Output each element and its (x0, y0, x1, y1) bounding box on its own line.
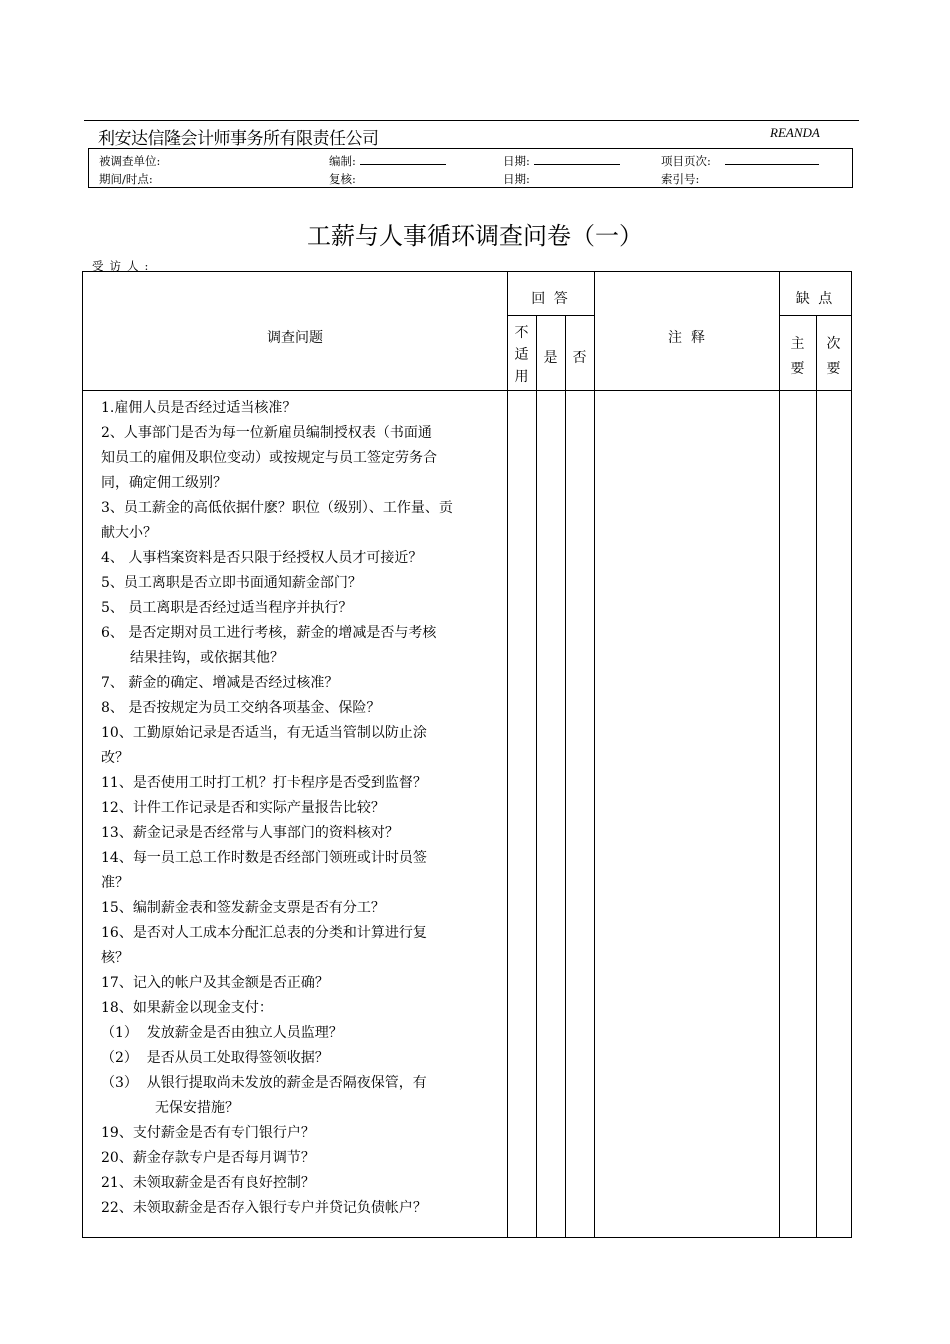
col-divider-question (507, 272, 508, 1237)
col-question-header: 调查问题 (267, 330, 323, 346)
info-box (88, 148, 853, 188)
question-line: 10、工勤原始记录是否适当，有无适当管制以防止涂 (101, 725, 427, 741)
question-line: 献大小？ (101, 525, 157, 541)
header-rule (84, 120, 859, 121)
question-line: 19、支付薪金是否有专门银行户？ (101, 1125, 315, 1141)
compiler-line (360, 153, 446, 165)
col-major-char-2: 要 (790, 361, 805, 377)
question-line: 12、计件工作记录是否和实际产量报告比较？ (101, 800, 385, 816)
col-yes-header: 是 (543, 350, 558, 366)
col-note-header: 注 释 (668, 330, 705, 346)
question-line: （1） 发放薪金是否由独立人员监理？ (101, 1025, 343, 1041)
question-list (101, 396, 505, 1221)
question-line: 20、薪金存款专户是否每月调节？ (101, 1150, 315, 1166)
compiler-label: 编制: (329, 154, 356, 168)
col-na-char-2: 适 (514, 347, 529, 363)
questionnaire-table (82, 271, 852, 1238)
compiler-field[interactable] (329, 153, 446, 169)
interviewee-label: 受访人: (92, 259, 155, 273)
answer-sub-rule (507, 315, 594, 316)
col-major-header (779, 332, 816, 382)
question-line: 6、 是否定期对员工进行考核，薪金的增减是否与考核 (101, 625, 437, 641)
col-na-header (507, 322, 536, 388)
col-divider-major (816, 316, 817, 1237)
question-line: 8、 是否按规定为员工交纳各项基金、保险？ (101, 700, 381, 716)
col-answer-header: 回 答 (531, 291, 570, 307)
question-line: 结果挂钩，或依据其他？ (130, 650, 284, 666)
col-minor-header (816, 332, 851, 382)
reviewer-label: 复核: (329, 172, 356, 186)
question-line: 核？ (101, 950, 129, 966)
index-label: 索引号: (661, 172, 700, 186)
col-divider-note (779, 272, 780, 1237)
col-divider-yes (565, 316, 566, 1237)
page-title: 工薪与人事循环调查问卷（一） (307, 222, 643, 250)
date-label-2: 日期: (503, 172, 530, 186)
col-divider-answer (594, 272, 595, 1237)
question-line: 14、每一员工总工作时数是否经部门领班或计时员签 (101, 850, 427, 866)
col-na-char-3: 用 (514, 369, 529, 385)
col-no-header: 否 (572, 350, 587, 366)
page-field[interactable] (661, 153, 819, 169)
question-line: （3） 从银行提取尚未发放的薪金是否隔夜保管，有 (101, 1075, 427, 1091)
period-label: 期间/时点: (99, 172, 153, 186)
question-line: 13、薪金记录是否经常与人事部门的资料核对？ (101, 825, 399, 841)
col-na-char-1: 不 (514, 325, 529, 341)
question-line: 21、未领取薪金是否有良好控制？ (101, 1175, 315, 1191)
col-defect-header: 缺 点 (795, 291, 835, 307)
question-line: 5、 员工离职是否经过适当程序并执行？ (101, 600, 353, 616)
col-minor-char-2: 要 (826, 361, 841, 377)
question-line: 18、如果薪金以现金支付： (101, 1000, 273, 1016)
page-label: 项目页次: (661, 154, 711, 168)
page-line (725, 153, 819, 165)
question-line: 3、员工薪金的高低依据什麽？职位（级别）、工作量、贡 (101, 500, 453, 516)
question-line: 无保安措施？ (155, 1100, 239, 1116)
unit-label: 被调查单位: (99, 154, 161, 168)
question-line: 5、员工离职是否立即书面通知薪金部门？ (101, 575, 362, 591)
question-line: 1.雇佣人员是否经过适当核准？ (101, 400, 297, 416)
question-line: （2） 是否从员工处取得签领收据？ (101, 1050, 329, 1066)
col-minor-char-1: 次 (826, 336, 841, 352)
question-line: 同，确定佣工级别？ (101, 475, 227, 491)
company-name: 利安达信隆会计师事务所有限责任公司 (98, 129, 379, 149)
date-field-1[interactable] (503, 153, 620, 169)
question-line: 2、人事部门是否为每一位新雇员编制授权表（书面通 (101, 425, 432, 441)
header-bottom-rule (83, 390, 851, 391)
question-line: 准？ (101, 875, 129, 891)
col-divider-na (536, 316, 537, 1237)
question-line: 7、 薪金的确定、增减是否经过核准？ (101, 675, 339, 691)
question-line: 知员工的雇佣及职位变动）或按规定与员工签定劳务合 (101, 450, 437, 466)
question-line: 4、 人事档案资料是否只限于经授权人员才可接近？ (101, 550, 423, 566)
question-line: 22、未领取薪金是否存入银行专户并贷记负债帐户？ (101, 1200, 427, 1216)
question-line: 17、记入的帐户及其金额是否正确？ (101, 975, 329, 991)
defect-sub-rule (779, 315, 851, 316)
brand-logo-text: REANDA (770, 125, 820, 140)
question-line: 11、是否使用工时打工机？打卡程序是否受到监督？ (101, 775, 427, 791)
question-line: 16、是否对人工成本分配汇总表的分类和计算进行复 (101, 925, 427, 941)
question-line: 改？ (101, 750, 129, 766)
date-line-1 (534, 153, 620, 165)
question-line: 15、编制薪金表和签发薪金支票是否有分工？ (101, 900, 385, 916)
date-label-1: 日期: (503, 154, 530, 168)
col-major-char-1: 主 (790, 336, 805, 352)
